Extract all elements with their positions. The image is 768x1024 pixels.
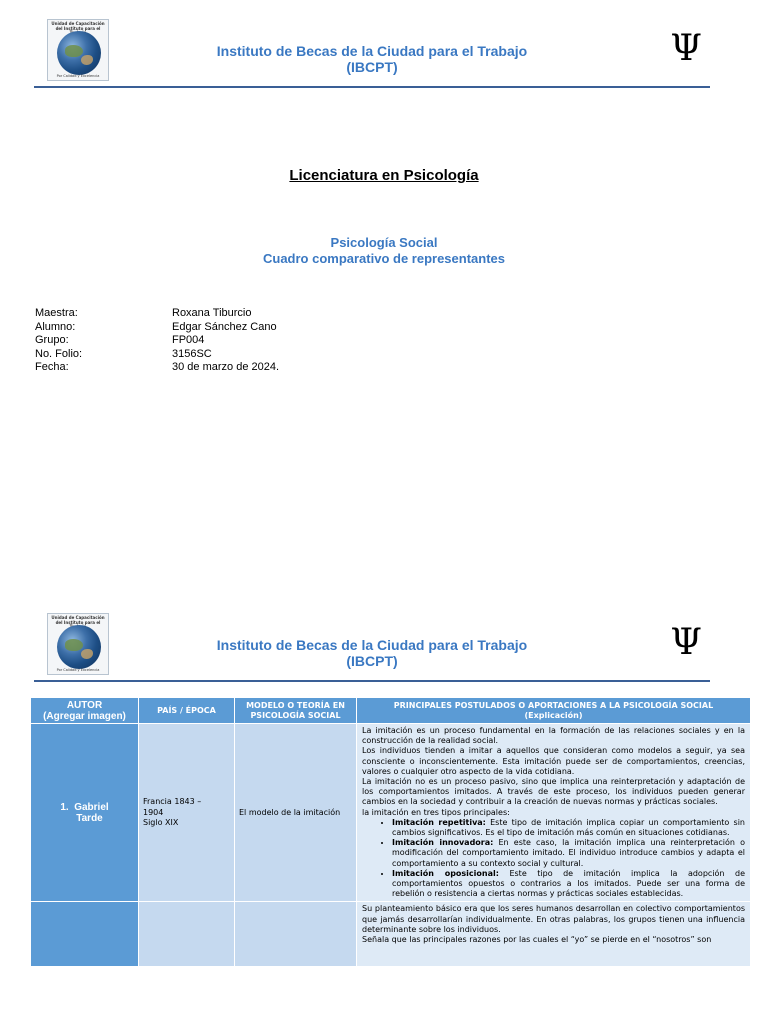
table-row [31, 724, 751, 902]
header-author-line2: (Agregar imagen) [43, 710, 126, 722]
logo-title: Unidad de Capacitación del Instituto para el [51, 21, 105, 31]
postulate-paragraph: Señala que las principales razones por las cuales el “yo” se pierde en el “nosotros” son [362, 935, 712, 945]
postulates-cell [357, 902, 751, 967]
imitation-types-list [362, 818, 745, 900]
comparison-table [30, 697, 751, 967]
info-value: 3156SC [172, 347, 212, 360]
info-label: No. Folio: [35, 347, 83, 360]
page-header [34, 19, 710, 89]
postulate-paragraph: La imitación es un proceso fundamental en la formación de las relaciones sociales y en la construcción de la realidad social. [362, 726, 745, 746]
postulate-paragraph: La imitación no es un proceso pasivo, sino que implica una reinterpretación y adaptación de los comportamientos imitados. A través de este proceso, los individuos pueden generar cambios en la sociedad y contribuir a la creación de nuevas normas y prácticas sociales. [362, 777, 745, 807]
list-item-text: Este tipo de imitación implica la adopción de comportamientos opuestos o contrarios a los imitados. Puede ser una forma de rebelión o resistencia a ciertas normas y prácticas sociales establecidas. [392, 868, 745, 899]
institute-name-line1: Instituto de Becas de la Ciudad para el Trabajo [216, 637, 528, 653]
subject-block [0, 235, 768, 267]
psi-icon: Ψ [670, 28, 702, 69]
list-item-title: Imitación oposicional: [392, 868, 499, 878]
list-item-title: Imitación repetitiva: [392, 817, 486, 827]
info-row [35, 321, 279, 335]
table-row [31, 902, 751, 967]
header-author [31, 698, 139, 724]
list-item-text: Este tipo de imitación implica copiar un comportamiento sin cambios significativos. Es el tipo de imitación más común en situaciones cotidianas. [392, 817, 745, 838]
author-name [35, 802, 134, 813]
info-value: 30 de marzo de 2024. [172, 361, 280, 373]
subject-title: Psicología Social [330, 235, 438, 250]
model-cell: El modelo de la imitación [235, 724, 357, 902]
info-row [35, 334, 279, 348]
model-cell [235, 902, 357, 967]
header-author-line1: AUTOR [66, 699, 103, 711]
info-value: Roxana Tiburcio [172, 307, 252, 319]
logo-motto: Por Calidad y Excelencia [56, 668, 100, 672]
list-item-text: En este caso, la imitación implica una reinterpretación o modificación del comportamiento imitado. El individuo introduce cambios y adapta el comportamiento a su contexto social y cultural. [392, 838, 746, 868]
author-cell [31, 902, 139, 967]
header-model-line2: PSICOLOGÍA SOCIAL [250, 710, 341, 720]
institute-name [34, 637, 710, 669]
header-model [235, 698, 357, 724]
institute-name-line2: (IBCPT) [346, 59, 398, 75]
postulates-cell [357, 724, 751, 902]
list-item [392, 838, 745, 869]
header-postulates-line2: (Explicación) [524, 710, 583, 720]
list-item [392, 818, 745, 838]
psi-icon: Ψ [670, 622, 702, 663]
logo-title: Unidad de Capacitación del Instituto para el [51, 615, 105, 625]
header-divider [34, 86, 710, 88]
header-postulates-line1: PRINCIPALES POSTULADOS O APORTACIONES A LA PSICOLOGÍA SOCIAL [393, 700, 714, 710]
institute-name [34, 43, 710, 75]
postulate-paragraph: Su planteamiento básico era que los seres humanos desarrollan en colectivo comportamientos que jamás desarrollarían individualmente. En otras palabras, los grupos tienen una influencia determinante sobre los individuos. [362, 904, 745, 934]
header-country: PAÍS / ÉPOCA [139, 698, 235, 724]
postulate-paragraph: la imitación en tres tipos principales: [362, 807, 510, 817]
country-line2: 1904 [143, 807, 164, 817]
assignment-title: Cuadro comparativo de representantes [262, 251, 506, 266]
logo-motto: Por Calidad y Excelencia [56, 74, 100, 78]
list-item [392, 869, 745, 900]
header-postulates [357, 698, 751, 724]
info-value: FP004 [172, 334, 205, 346]
page-header-2 [34, 613, 710, 683]
info-label: Grupo: [35, 334, 69, 346]
list-item-title: Imitación innovadora: [392, 838, 494, 848]
info-label: Fecha: [35, 361, 69, 373]
info-row [35, 348, 279, 362]
degree-title: Licenciatura en Psicología [289, 167, 479, 184]
info-label: Alumno: [35, 320, 76, 333]
country-cell [139, 724, 235, 902]
author-cell [31, 724, 139, 902]
institute-name-line2: (IBCPT) [346, 653, 398, 669]
country-cell [139, 902, 235, 967]
info-value: Edgar Sánchez Cano [172, 320, 277, 333]
info-label: Maestra: [35, 307, 78, 319]
institute-name-line1: Instituto de Becas de la Ciudad para el Trabajo [216, 43, 528, 59]
info-row [35, 307, 279, 321]
author-name-line1: Gabriel [74, 801, 109, 813]
country-line1: Francia 1843 – [143, 797, 202, 807]
author-number: 1. [60, 801, 69, 813]
header-model-line1: MODELO O TEORÍA EN [246, 700, 345, 710]
author-name-line2: Tarde [76, 812, 103, 824]
country-line3: Siglo XIX [143, 817, 179, 827]
table-header-row [31, 698, 751, 724]
header-divider [34, 680, 710, 682]
student-info [35, 307, 279, 375]
info-row [35, 361, 279, 375]
postulate-paragraph: Los individuos tienden a imitar a aquellos que consideran como modelos a seguir, ya sea consciente o inconscientemente. Esta imitación puede ser de comportamientos, creencias, valores o cualquier otro aspecto de la vida cotidiana. [362, 746, 745, 776]
